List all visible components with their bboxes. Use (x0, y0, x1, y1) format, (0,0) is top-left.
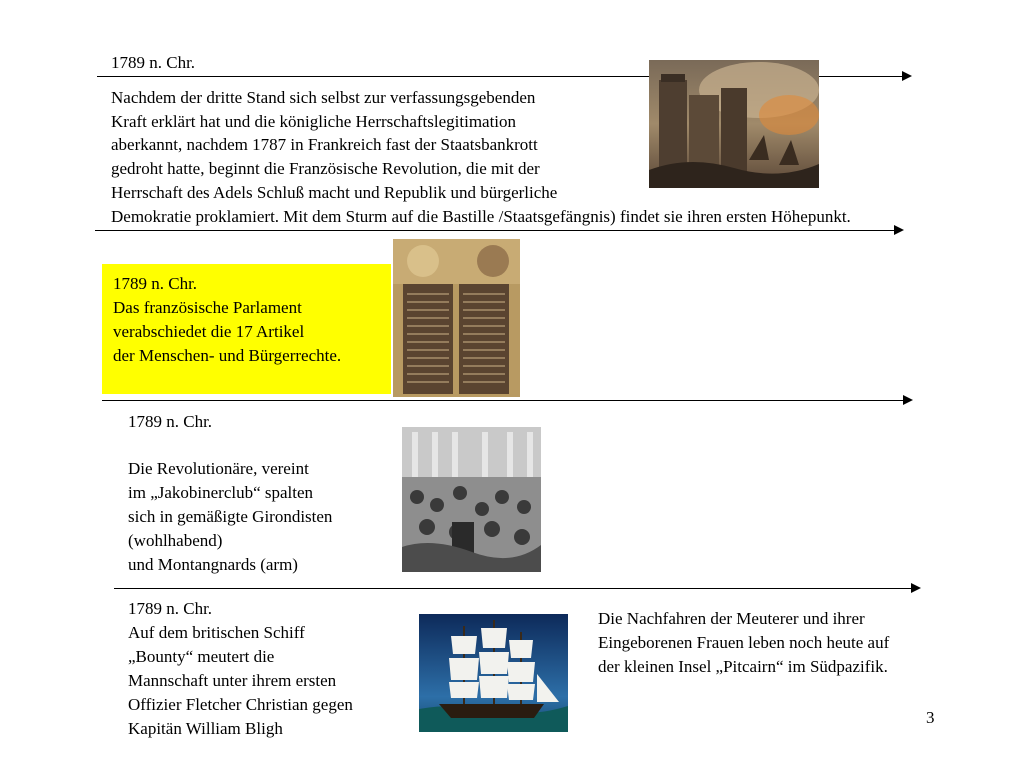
section1-line-3: aberkannt, nachdem 1787 in Frankreich fast der Staatsbankrott (111, 135, 538, 154)
bounty-ship-image (419, 614, 568, 732)
section2-line-4: der Menschen- und Bürgerrechte. (113, 346, 342, 365)
section1-line-1: Nachdem der dritte Stand sich selbst zur verfassungsgebenden (111, 88, 536, 107)
human-rights-declaration-image (393, 239, 520, 397)
section4-line-4: Mannschaft unter ihrem ersten (128, 671, 337, 690)
section3-line-7: und Montangnards (arm) (128, 555, 298, 574)
section4-line-5: Offizier Fletcher Christian gegen (128, 695, 353, 714)
section4-line-1: 1789 n. Chr. (128, 599, 213, 618)
section3-line-1: 1789 n. Chr. (128, 412, 213, 431)
pitcairn-line-1: Die Nachfahren der Meuterer und ihrer (598, 609, 865, 628)
section1-line-5: Herrschaft des Adels Schluß macht und Republik und bürgerliche (111, 183, 558, 202)
pitcairn-line-3: der kleinen Insel „Pitcairn“ im Südpazifik. (598, 657, 888, 676)
timeline-arrow-3 (102, 400, 904, 401)
section3-line-3: Die Revolutionäre, vereint (128, 459, 309, 478)
section4-line-2: Auf dem britischen Schiff (128, 623, 305, 642)
section4-line-3: „Bounty“ meutert die (128, 647, 275, 666)
section1-line-6: Demokratie proklamiert. Mit dem Sturm auf die Bastille /Staatsgefängnis) findet sie ihren ersten Höhepunkt. (111, 207, 851, 226)
timeline-arrow-2 (95, 230, 895, 231)
section3-line-4: im „Jakobinerclub“ spalten (128, 483, 314, 502)
page-number: 3 (926, 708, 935, 727)
section2-line-1: 1789 n. Chr. (113, 274, 198, 293)
pitcairn-line-2: Eingeborenen Frauen leben noch heute auf (598, 633, 890, 652)
jacobin-club-image (402, 427, 541, 572)
section4-line-6: Kapitän William Bligh (128, 719, 283, 738)
section2-line-3: verabschiedet die 17 Artikel (113, 322, 305, 341)
section2-line-2: Das französische Parlament (113, 298, 302, 317)
timeline-arrow-4 (114, 588, 912, 589)
section1-line-4: gedroht hatte, beginnt die Französische Revolution, die mit der (111, 159, 540, 178)
section1-date: 1789 n. Chr. (111, 53, 196, 72)
section3-line-5: sich in gemäßigte Girondisten (128, 507, 333, 526)
section1-line-2: Kraft erklärt hat und die königliche Herrschaftslegitimation (111, 112, 517, 131)
bastille-storming-image (649, 60, 819, 188)
section3-line-6: (wohlhabend) (128, 531, 223, 550)
